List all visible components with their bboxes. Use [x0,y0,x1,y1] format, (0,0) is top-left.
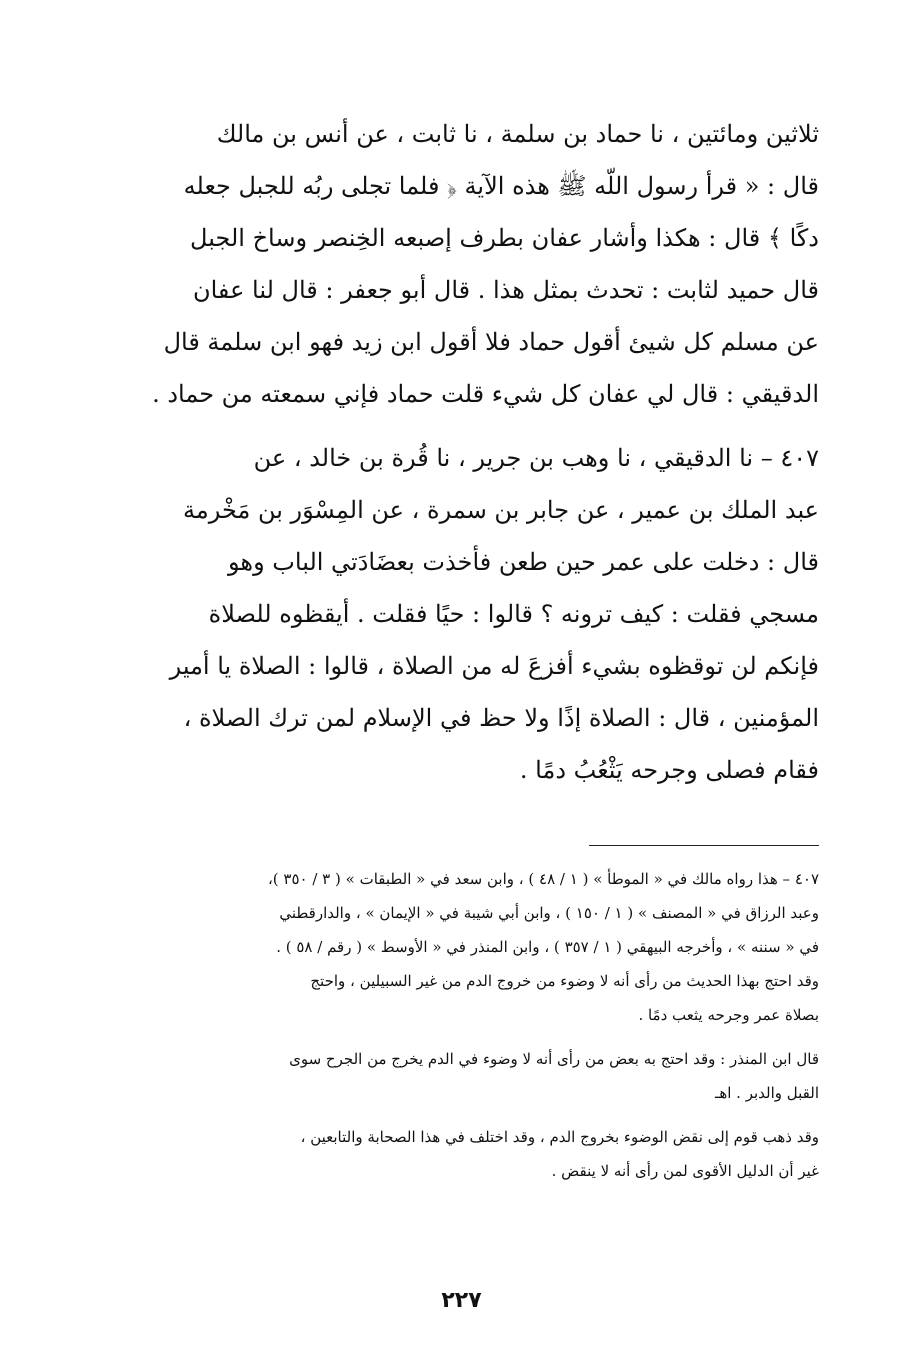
text-line: دكًا ﴾ قال : هكذا وأشار عفان بطرف إصبعه الخِنصر وساخ الجبل [190,224,819,252]
hadith-number-line: ٤٠٧ – نا الدقيقي ، نا وهب بن جرير ، نا قُرة بن خالد ، عن [253,444,819,472]
footnote-spacer [107,1110,819,1120]
text-line: عبد الملك بن عمير ، عن جابر بن سمرة ، عن المِسْوَر بن مَخْرمة [183,496,819,524]
text-line: فإنكم لن توقظوه بشيء أفزعَ له من الصلاة ، قالوا : الصلاة يا أمير [169,652,819,680]
footnote-line: ٤٠٧ – هذا رواه مالك في « الموطأ » ( ١ / ٤٨ ) ، وابن سعد في « الطبقات » ( ٣ / ٣٥٠ )، [267,870,819,888]
text-line: المؤمنين ، قال : الصلاة إذًا ولا حظ في الإسلام لمن ترك الصلاة ، [183,704,819,732]
text-line: الدقيقي : قال لي عفان كل شيء قلت حماد فإني سمعته من حماد . [152,380,819,408]
footnote-divider [589,845,819,846]
footnote-line: القبل والدبر . اهـ [714,1084,819,1102]
text-line: قال : دخلت على عمر حين طعن فأخذت بعضَادَتي الباب وهو [228,548,819,576]
text-line: عن مسلم كل شيئ أقول حماد فلا أقول ابن زيد فهو ابن سلمة قال [163,328,819,356]
footnote-line: بصلاة عمر وجرحه يثعب دمًا . [638,1006,819,1024]
text-line: فقام فصلى وجرحه يَثْعُبُ دمًا . [519,756,819,784]
footnote-line: وعبد الرزاق في « المصنف » ( ١ / ١٥٠ ) ، وابن أبي شيبة في « الإيمان » ، والدارقطني [279,904,819,922]
footnotes-section [107,862,819,1188]
text-line: ثلاثين ومائتين ، نا حماد بن سلمة ، نا ثابت ، عن أنس بن مالك [216,120,819,148]
text-line: مسجي فقلت : كيف ترونه ؟ قالوا : حيًا فقلت . أيقظوه للصلاة [208,600,819,628]
text-line: قال حميد لثابت : تحدث بمثل هذا . قال أبو جعفر : قال لنا عفان [192,276,819,304]
footnote-line: في « سننه » ، وأخرجه البيهقي ( ١ / ٣٥٧ ) ، وابن المنذر في « الأوسط » ( رقم / ٥٨ ) . [276,938,819,956]
page-number: ٢٢٧ [441,1288,482,1313]
paragraph-spacer [107,420,819,432]
main-text-body [107,108,819,796]
footnote-line: وقد ذهب قوم إلى نقض الوضوء بخروج الدم ، وقد اختلف في هذا الصحابة والتابعين ، [300,1128,819,1146]
footnote-line: غير أن الدليل الأقوى لمن رأى أنه لا ينقض . [551,1162,819,1180]
footnote-line: قال ابن المنذر : وقد احتج به بعض من رأى أنه لا وضوء في الدم يخرج من الجرح سوى [289,1050,819,1068]
footnote-line: وقد احتج بهذا الحديث من رأى أنه لا وضوء من خروج الدم من غير السبيلين ، واحتج [310,972,819,990]
text-line: قال : « قرأ رسول اللّه ﷺ هذه الآية ﴿ فلما تجلى ربُه للجبل جعله [183,172,819,200]
footnote-spacer [107,1032,819,1042]
